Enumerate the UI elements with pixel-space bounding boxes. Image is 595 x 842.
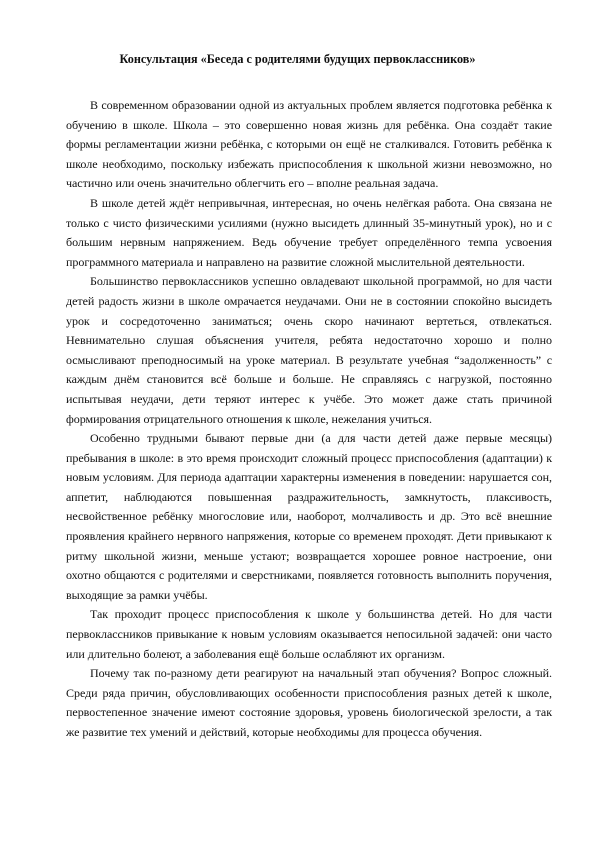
paragraph: Особенно трудными бывают первые дни (а для части детей даже первые месяцы) пребывания в школе: в это время происходит сложный процесс приспособления (адаптации) к новым условиям. Для периода адаптации характерны изменения в поведении: нарушается сон, аппетит, наблюдаются повышенная раздражительность, замкнутость, плаксивость, несвойственное ребёнку многословие или, наоборот, молчаливость и др. Это всё внешние проявления крайнего нервного напряжения, которые со временем проходят. Дети привыкают к ритму школьной жизни, меньше устают; возвращается хорошее ровное настроение, они охотно общаются с родителями и сверстниками, появляется готовность выполнить поручения, выходящие за рамки учёбы. [66, 431, 552, 602]
document-body [66, 96, 552, 743]
paragraph: Почему так по-разному дети реагируют на начальный этап обучения? Вопрос сложный. Среди ряда причин, обусловливающих особенности приспособления разных детей к школе, первостепенное значение имеют состояние здоровья, уровень биологической зрелости, а так же развитие тех умений и действий, которые необходимы для процесса обучения. [66, 666, 552, 739]
paragraph: Так проходит процесс приспособления к школе у большинства детей. Но для части первоклассников привыкание к новым условиям оказывается непосильной задачей: они часто или длительно болеют, а заболевания ещё больше ослабляют их организм. [66, 607, 552, 661]
paragraph: В современном образовании одной из актуальных проблем является подготовка ребёнка к обучению в школе. Школа – это совершенно новая жизнь для ребёнка. Она создаёт такие формы регламентации жизни ребёнка, с которыми он ещё не сталкивался. Готовить ребёнка к школе необходимо, поскольку избежать приспособления к школьной жизни невозможно, но частично или очень значительно облегчить его – вполне реальная задача. [66, 98, 552, 191]
document-title: Консультация «Беседа с родителями будущих первоклассников» [119, 52, 476, 66]
paragraph: Большинство первоклассников успешно овладевают школьной программой, но для части детей радость жизни в школе омрачается неудачами. Они не в состоянии спокойно высидеть урок и сосредоточенно заниматься; очень скоро начинают вертеться, отвлекаться. Невнимательно слушая объяснения учителя, ребята недостаточно хорошо и полно осмысливают преподносимый на уроке материал. В результате учебная “задолженность” с каждым днём становится всё больше и больше. Не справляясь с нагрузкой, постоянно испытывая неудачи, дети теряют интерес к учёбе. Это может даже стать причиной формирования отрицательного отношения к школе, нежелания учиться. [66, 274, 552, 426]
paragraph: В школе детей ждёт непривычная, интересная, но очень нелёгкая работа. Она связана не только с чисто физическими усилиями (нужно высидеть длинный 35-минутный урок), но и с большим нервным напряжением. Ведь обучение требует определённого темпа усвоения программного материала и направлено на развитие сложной мыслительной деятельности. [66, 195, 552, 269]
